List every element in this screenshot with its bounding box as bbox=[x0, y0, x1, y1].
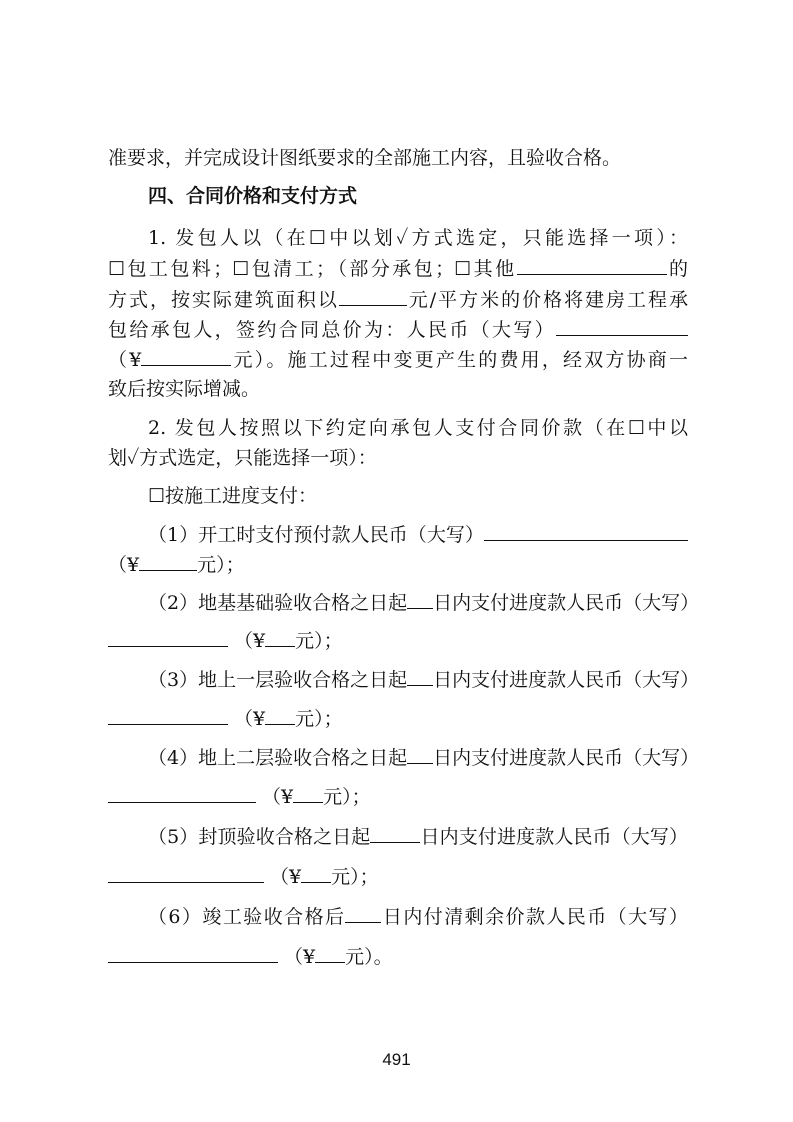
text-span: 日内支付进度款人民币（大写） bbox=[433, 669, 700, 691]
text-span: 日内支付进度款人民币（大写） bbox=[433, 592, 700, 614]
text-span: （¥ bbox=[234, 708, 266, 730]
text-span: 元）； bbox=[295, 630, 343, 652]
payment-item-3 bbox=[148, 667, 700, 692]
text-line bbox=[108, 446, 688, 470]
text-line bbox=[148, 484, 688, 508]
fill-blank[interactable] bbox=[370, 824, 420, 843]
text-line bbox=[108, 347, 688, 372]
text-line bbox=[108, 256, 688, 281]
section-heading bbox=[148, 184, 688, 208]
page-number: 491 bbox=[382, 1050, 411, 1069]
text-span: 元）。 bbox=[345, 946, 393, 968]
text-line bbox=[108, 706, 688, 731]
text-line bbox=[108, 146, 688, 170]
text-span: 日内支付进度款人民币（大写） bbox=[433, 747, 700, 769]
text-span: 元）； bbox=[295, 708, 343, 730]
fill-blank[interactable] bbox=[265, 706, 295, 725]
text-span: 元）； bbox=[323, 786, 371, 808]
text-span: ☐按施工进度支付： bbox=[148, 485, 318, 507]
text-line bbox=[108, 784, 688, 809]
text-span: （¥ bbox=[262, 786, 294, 808]
fill-blank[interactable] bbox=[293, 784, 323, 803]
text-span: 2. 发包人按照以下约定向承包人支付合同价款（在☐中以 bbox=[148, 417, 688, 439]
text-line bbox=[148, 416, 688, 440]
fill-blank[interactable] bbox=[556, 317, 688, 336]
text-span: （3）地上一层验收合格之日起 bbox=[148, 669, 408, 691]
text-span: 日内付清剩余价款人民币（大写） bbox=[381, 906, 688, 928]
text-line bbox=[108, 552, 688, 577]
text-span: 元）； bbox=[331, 866, 379, 888]
text-span: （¥ bbox=[234, 630, 266, 652]
payment-item-5 bbox=[148, 824, 688, 849]
payment-item-4 bbox=[148, 745, 700, 770]
text-span: （1）开工时支付预付款人民币（大写） bbox=[148, 524, 484, 546]
fill-blank[interactable] bbox=[407, 590, 433, 609]
text-span: （¥ bbox=[284, 946, 316, 968]
text-span: 元）。施工过程中变更产生的费用，经双方协商一 bbox=[231, 349, 688, 371]
fill-blank[interactable] bbox=[517, 256, 667, 275]
fill-blank[interactable] bbox=[108, 784, 256, 803]
text-line bbox=[108, 377, 688, 401]
text-span: 方式，按实际建筑面积以 bbox=[108, 289, 339, 311]
text-span: 1. 发包人以（在☐中以划✓方式选定，只能选择一项）： bbox=[148, 227, 688, 249]
text-line bbox=[108, 287, 688, 312]
text-span: 准要求，并完成设计图纸要求的全部施工内容，且验收合格。 bbox=[108, 147, 622, 169]
text-line bbox=[108, 628, 688, 653]
text-span: （6）竣工验收合格后 bbox=[148, 906, 346, 928]
text-span: （¥ bbox=[108, 554, 140, 576]
heading-text: 四、合同价格和支付方式 bbox=[148, 185, 358, 207]
payment-item-2 bbox=[148, 590, 700, 615]
text-span: 日内支付进度款人民币（大写） bbox=[420, 826, 688, 848]
fill-blank[interactable] bbox=[108, 864, 264, 883]
text-span: 的 bbox=[666, 258, 688, 280]
text-span: （¥ bbox=[108, 349, 142, 371]
fill-blank[interactable] bbox=[139, 552, 197, 571]
fill-blank[interactable] bbox=[301, 864, 331, 883]
text-line bbox=[108, 944, 688, 969]
text-span: 划✓方式选定，只能选择一项）： bbox=[108, 447, 377, 469]
text-span: 包给承包人，签约合同总价为：人民币（大写） bbox=[108, 319, 556, 341]
fill-blank[interactable] bbox=[265, 628, 295, 647]
text-span: 元）； bbox=[197, 554, 245, 576]
fill-blank[interactable] bbox=[407, 667, 433, 686]
fill-blank[interactable] bbox=[407, 745, 433, 764]
fill-blank[interactable] bbox=[108, 706, 228, 725]
text-line bbox=[108, 864, 688, 889]
payment-item-1 bbox=[148, 522, 688, 547]
text-span: 元/平方米的价格将建房工程承 bbox=[406, 289, 688, 311]
fill-blank[interactable] bbox=[345, 904, 381, 923]
fill-blank[interactable] bbox=[484, 522, 688, 541]
fill-blank[interactable] bbox=[108, 628, 228, 647]
fill-blank[interactable] bbox=[315, 944, 345, 963]
text-span: （2）地基基础验收合格之日起 bbox=[148, 592, 408, 614]
fill-blank[interactable] bbox=[339, 287, 407, 306]
text-span: （¥ bbox=[270, 866, 302, 888]
text-span: 致后按实际增减。 bbox=[108, 378, 261, 400]
text-line bbox=[108, 317, 688, 342]
text-span: （4）地上二层验收合格之日起 bbox=[148, 747, 408, 769]
text-line bbox=[148, 226, 688, 250]
fill-blank[interactable] bbox=[141, 347, 231, 366]
payment-item-6 bbox=[148, 904, 688, 929]
text-span: （5）封顶验收合格之日起 bbox=[148, 826, 371, 848]
text-span: ☐包工包料；☐包清工；（部分承包；☐其他 bbox=[108, 258, 517, 280]
fill-blank[interactable] bbox=[108, 944, 278, 963]
